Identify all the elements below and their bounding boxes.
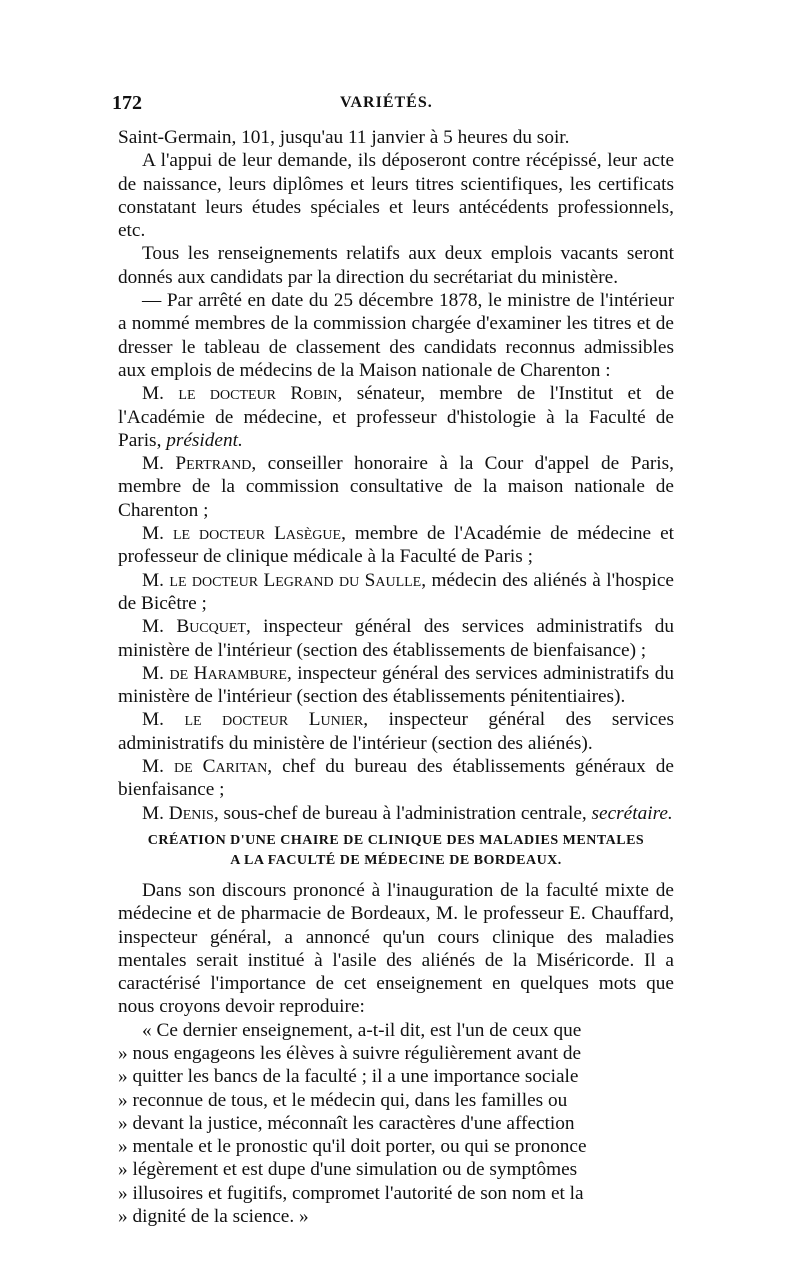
quote-line: » reconnue de tous, et le médecin qui, dans les familles ou bbox=[118, 1089, 568, 1111]
member-entry: M. Denis, sous-chef de bureau à l'administration centrale, secrétaire. bbox=[142, 802, 673, 824]
running-title: VARIÉTÉS. bbox=[340, 94, 433, 111]
member-name: le docteur Legrand du Saulle, bbox=[169, 569, 427, 591]
page-header bbox=[112, 92, 674, 118]
paragraph: — Par arrêté en date du 25 décembre 1878, le ministre de l'intérieur a nommé membres de la commission chargée d'examiner les titres et de dresser le tableau de classement des candidats reconnus admissibles aux emplois de médecins de la Maison nationale de Charenton : bbox=[118, 290, 674, 381]
member-entry: M. le docteur Legrand du Saulle, médecin des aliénés à l'hospice de Bicêtre ; bbox=[118, 569, 674, 614]
member-entry: M. le docteur Lunier, inspecteur général des services administratifs du ministère de l'intérieur (section des aliénés). bbox=[118, 709, 674, 754]
member-role: président. bbox=[166, 429, 243, 451]
paragraph: Dans son discours prononcé à l'inauguration de la faculté mixte de médecine et de pharmacie de Bordeaux, M. le professeur E. Chauffard, inspecteur général, a annoncé qu'un cours clinique des maladies mentales serait institué à l'asile des aliénés de la Miséricorde. Il a caractérisé l'importance de cet enseignement en quelques mots que nous croyons devoir reproduire: bbox=[118, 879, 674, 1018]
member-name: Pertrand, bbox=[175, 453, 257, 475]
member-entry: M. de Caritan, chef du bureau des établissements généraux de bienfaisance ; bbox=[118, 756, 674, 801]
quotation bbox=[118, 1019, 674, 1229]
member-entry: M. de Harambure, inspecteur général des services administratifs du ministère de l'intérieur (section des établissements pénitentiaires). bbox=[118, 662, 674, 708]
member-role: secrétaire. bbox=[591, 802, 673, 824]
member-entry: M. le docteur Lasègue, membre de l'Académie de médecine et professeur de clinique médicale à la Faculté de Paris ; bbox=[118, 523, 674, 568]
member-name: de Harambure, bbox=[169, 662, 292, 684]
paragraph: A l'appui de leur demande, ils déposeront contre récépissé, leur acte de naissance, leurs diplômes et leurs titres scientifiques, les certificats constatant leurs études spéciales et leurs antécédents professionnels, etc. bbox=[118, 150, 674, 242]
quote-line: » nous engageons les élèves à suivre régulièrement avant de bbox=[118, 1042, 582, 1064]
quote-line: » quitter les bancs de la faculté ; il a une importance sociale bbox=[118, 1066, 579, 1088]
section-heading: CRÉATION D'UNE CHAIRE DE CLINIQUE DES MALADIES MENTALES A LA FACULTÉ DE MÉDECINE DE BORDEAUX. bbox=[147, 832, 645, 868]
member-name: le docteur Robin, bbox=[178, 383, 343, 405]
quote-line: » légèrement et est dupe d'une simulation ou de symptômes bbox=[118, 1159, 578, 1181]
member-name: le docteur Lunier, bbox=[184, 709, 369, 731]
member-name: le docteur Lasègue, bbox=[172, 523, 346, 545]
member-entry: M. Bucquet, inspecteur général des services administratifs du ministère de l'intérieur (section des établissements de bienfaisance) ; bbox=[118, 616, 674, 661]
member-name: Bucquet, bbox=[176, 616, 251, 638]
page-number: 172 bbox=[112, 92, 142, 114]
paragraph: Tous les renseignements relatifs aux deux emplois vacants seront donnés aux candidats par la direction du secrétariat du ministère. bbox=[118, 243, 674, 288]
member-entry: M. le docteur Robin, sénateur, membre de l'Institut et de l'Académie de médecine, et professeur d'histologie à la Faculté de Paris, président. bbox=[118, 383, 675, 451]
page-body bbox=[118, 126, 674, 1228]
quote-line: » dignité de la science. » bbox=[118, 1206, 309, 1228]
member-name: de Caritan, bbox=[173, 756, 273, 778]
quote-line: » illusoires et fugitifs, compromet l'autorité de son nom et la bbox=[118, 1182, 584, 1204]
member-name: Denis, bbox=[168, 802, 219, 824]
paragraph: Saint-Germain, 101, jusqu'au 11 janvier à 5 heures du soir. bbox=[118, 127, 570, 148]
quote-line: « Ce dernier enseignement, a-t-il dit, est l'un de ceux que bbox=[142, 1019, 582, 1041]
member-entry: M. Pertrand, conseiller honoraire à la Cour d'appel de Paris, membre de la commission consultative de la maison nationale de Charenton ; bbox=[118, 453, 674, 521]
quote-line: » devant la justice, méconnaît les caractères d'une affection bbox=[118, 1112, 575, 1134]
quote-line: » mentale et le pronostic qu'il doit porter, ou qui se prononce bbox=[118, 1136, 587, 1158]
